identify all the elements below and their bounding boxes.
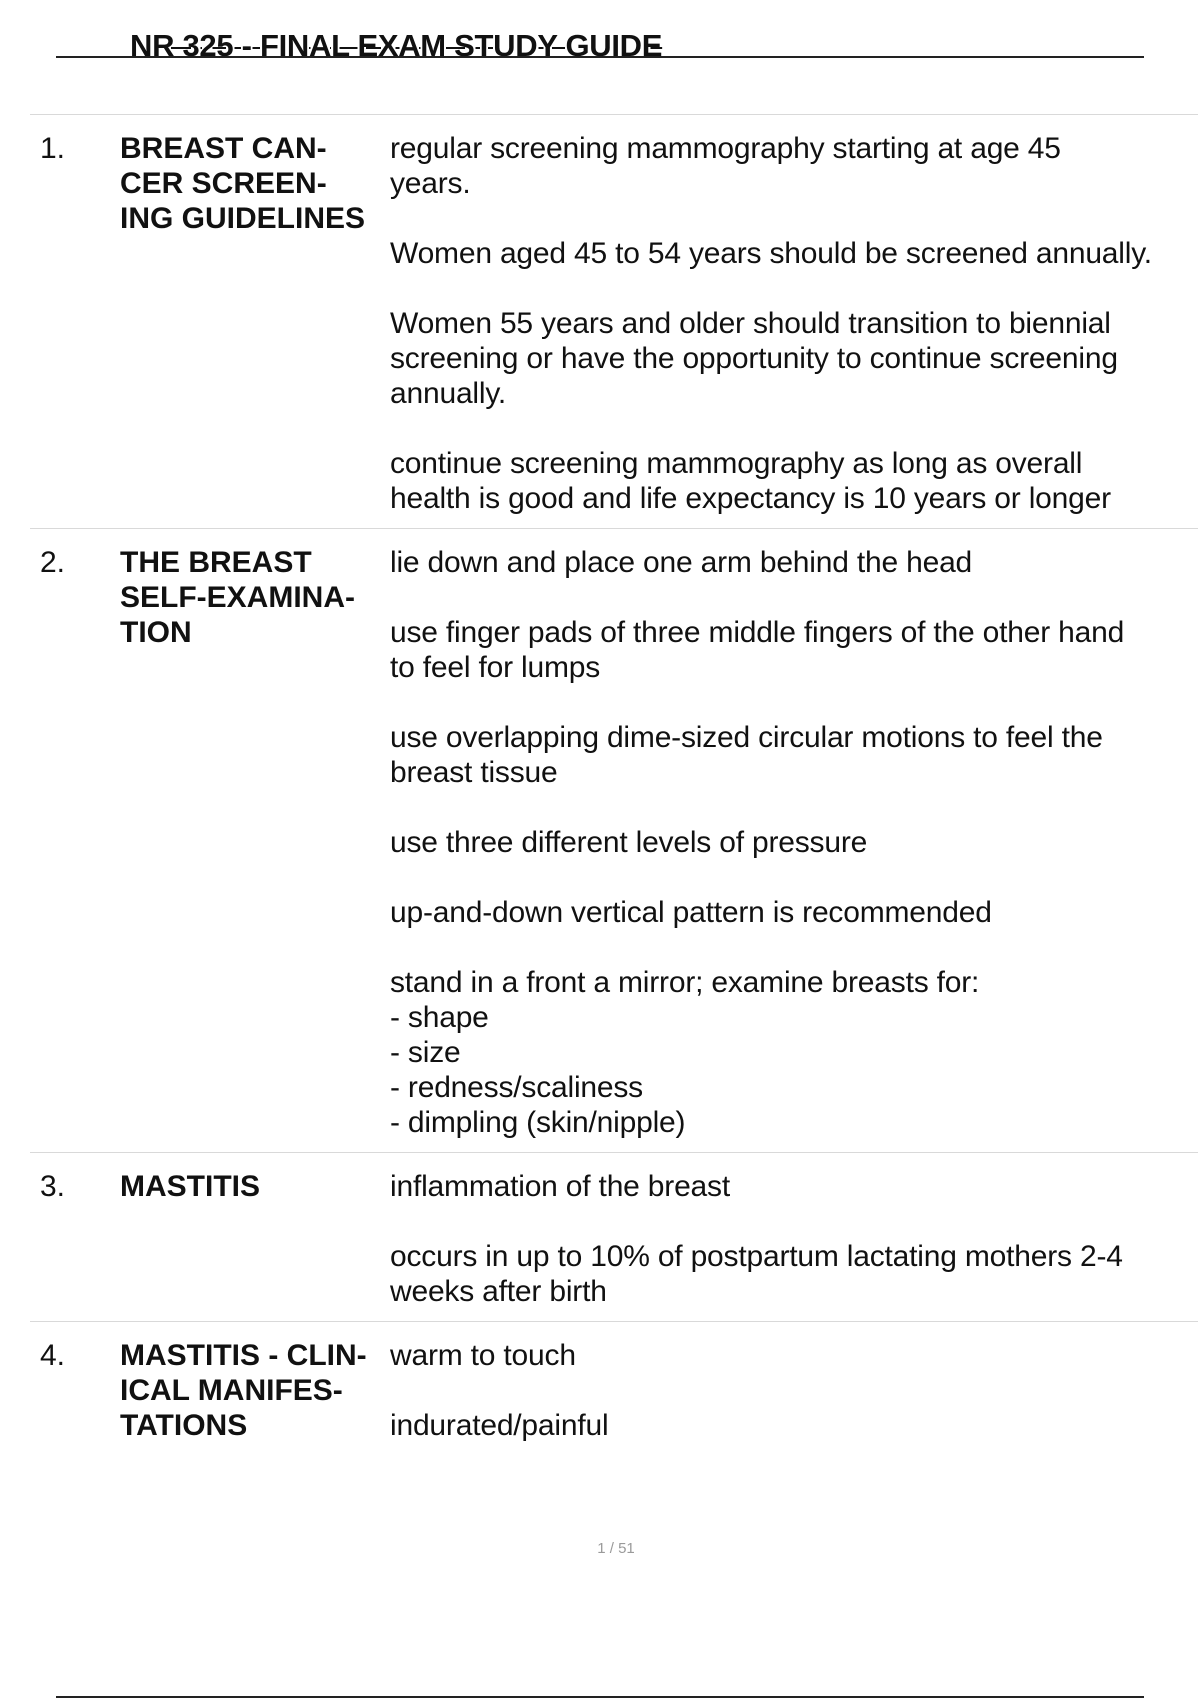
definition-paragraph: use three different levels of pressure xyxy=(390,826,868,859)
term-title: MASTITIS - CLIN- ICAL MANIFES- TATIONS xyxy=(120,1339,367,1442)
term-row xyxy=(30,1152,1198,1321)
definition-paragraph: up-and-down vertical pattern is recommended xyxy=(390,896,992,929)
term-definitions xyxy=(390,1169,1198,1309)
term-definitions xyxy=(390,545,1198,1140)
definition-paragraph: regular screening mammography starting at age 45 years. xyxy=(390,132,1061,200)
term-number: 1. xyxy=(40,132,66,165)
term-definitions xyxy=(390,131,1198,516)
definition-paragraph: continue screening mammography as long as overall health is good and life expectancy is 10 years or longer xyxy=(390,447,1111,515)
page-number: 1 / 51 xyxy=(597,1540,635,1557)
term-number: 2. xyxy=(40,546,66,579)
term-title: MASTITIS xyxy=(120,1170,260,1203)
definition-paragraph: inflammation of the breast xyxy=(390,1170,730,1203)
term-definitions xyxy=(390,1338,1198,1443)
document-title: NR 325 - FINAL EXAM STUDY GUIDE xyxy=(130,28,663,63)
definition-paragraph: indurated/painful xyxy=(390,1409,609,1442)
term-row xyxy=(30,1321,1198,1443)
definition-paragraph: use finger pads of three middle fingers of the other hand to feel for lumps xyxy=(390,616,1125,684)
term-number: 3. xyxy=(40,1170,66,1203)
definition-paragraph: stand in a front a mirror; examine breasts for: - shape - size - redness/scaliness - dimpling (skin/nipple) xyxy=(390,966,980,1139)
definition-paragraph: Women 55 years and older should transition to biennial screening or have the opportunity to continue screening annually. xyxy=(390,307,1118,410)
term-title: THE BREAST SELF-EXAMINA- TION xyxy=(120,546,355,649)
term-number: 4. xyxy=(40,1339,66,1372)
term-row xyxy=(30,528,1198,1152)
study-terms-list xyxy=(30,114,1198,1443)
term-title: BREAST CAN- CER SCREEN- ING GUIDELINES xyxy=(120,132,366,235)
definition-paragraph: warm to touch xyxy=(390,1339,576,1372)
definition-paragraph: use overlapping dime-sized circular motions to feel the breast tissue xyxy=(390,721,1103,789)
definition-paragraph: occurs in up to 10% of postpartum lactating mothers 2-4 weeks after birth xyxy=(390,1240,1123,1308)
term-row xyxy=(30,114,1198,528)
footer-rule xyxy=(56,1696,1144,1698)
definition-paragraph: lie down and place one arm behind the head xyxy=(390,546,973,579)
definition-paragraph: Women aged 45 to 54 years should be screened annually. xyxy=(390,237,1152,270)
